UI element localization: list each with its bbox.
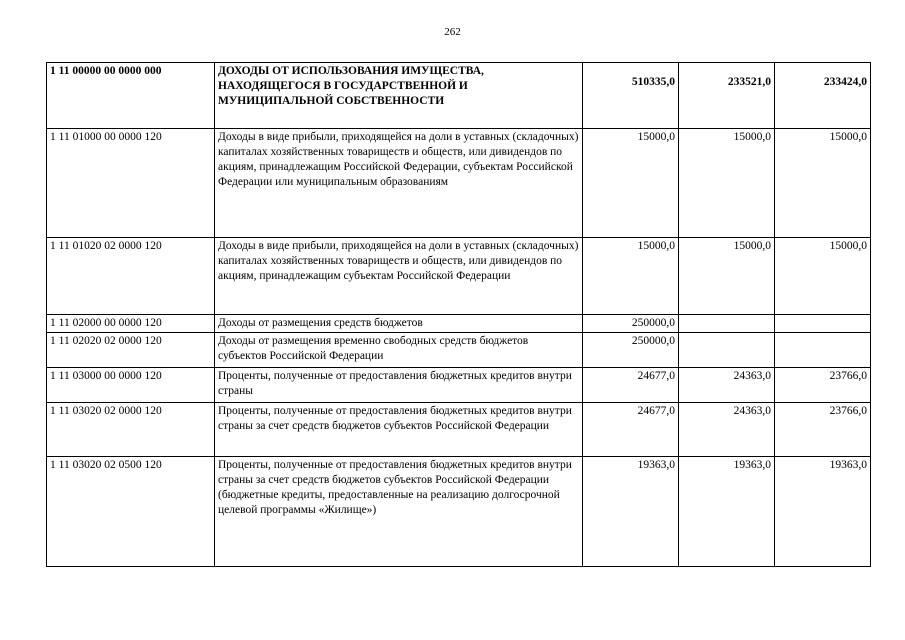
- row-value-1: 15000,0: [583, 238, 679, 315]
- page-number: 262: [444, 26, 461, 38]
- row-name: Доходы в виде прибыли, приходящейся на доли в уставных (складочных) капиталах хозяйственных товариществ и обществ, или дивидендов по акциям, принадлежащим субъектам Российской Федерации: [215, 238, 583, 315]
- row-value-2: [679, 333, 775, 368]
- row-value-2: [679, 315, 775, 333]
- table-row: [47, 63, 871, 129]
- row-value-1: 15000,0: [583, 129, 679, 238]
- row-code: 1 11 02000 00 0000 120: [47, 315, 215, 333]
- row-value-3: 19363,0: [775, 457, 871, 567]
- row-code: 1 11 02020 02 0000 120: [47, 333, 215, 368]
- row-code: 1 11 03000 00 0000 120: [47, 368, 215, 403]
- row-name: Проценты, полученные от предоставления бюджетных кредитов внутри страны за счет средств бюджетов субъектов Российской Федерации: [215, 403, 583, 457]
- row-value-3: 15000,0: [775, 129, 871, 238]
- row-value-3: [775, 333, 871, 368]
- row-value-1: 510335,0: [583, 63, 679, 129]
- table-row: [47, 457, 871, 567]
- row-name: ДОХОДЫ ОТ ИСПОЛЬЗОВАНИЯ ИМУЩЕСТВА, НАХОДЯЩЕГОСЯ В ГОСУДАРСТВЕННОЙ И МУНИЦИПАЛЬНОЙ СОБСТВЕННОСТИ: [215, 63, 583, 129]
- row-value-3: 23766,0: [775, 368, 871, 403]
- row-value-3: 233424,0: [775, 63, 871, 129]
- row-value-1: 19363,0: [583, 457, 679, 567]
- row-value-1: 250000,0: [583, 315, 679, 333]
- row-value-3: 23766,0: [775, 403, 871, 457]
- table-row: [47, 333, 871, 368]
- budget-table: [46, 62, 871, 567]
- row-value-1: 24677,0: [583, 403, 679, 457]
- row-name: Проценты, полученные от предоставления бюджетных кредитов внутри страны: [215, 368, 583, 403]
- table-row: [47, 368, 871, 403]
- row-code: 1 11 01000 00 0000 120: [47, 129, 215, 238]
- table-row: [47, 129, 871, 238]
- row-value-1: 24677,0: [583, 368, 679, 403]
- row-code: 1 11 00000 00 0000 000: [47, 63, 215, 129]
- table-row: [47, 315, 871, 333]
- row-value-1: 250000,0: [583, 333, 679, 368]
- row-value-3: [775, 315, 871, 333]
- row-value-2: 15000,0: [679, 238, 775, 315]
- row-name: Доходы в виде прибыли, приходящейся на доли в уставных (складочных) капиталах хозяйственных товариществ и обществ, или дивидендов по акциям, принадлежащим Российской Федерации, субъектам Российской Федерации или муниципальным образованиям: [215, 129, 583, 238]
- row-name: Проценты, полученные от предоставления бюджетных кредитов внутри страны за счет средств бюджетов субъектов Российской Федерации (бюджетные кредиты, предоставленные на реализацию долгосрочной целевой программы «Жилище»): [215, 457, 583, 567]
- row-name: Доходы от размещения средств бюджетов: [215, 315, 583, 333]
- row-value-2: 24363,0: [679, 368, 775, 403]
- row-code: 1 11 03020 02 0000 120: [47, 403, 215, 457]
- row-value-3: 15000,0: [775, 238, 871, 315]
- row-code: 1 11 01020 02 0000 120: [47, 238, 215, 315]
- row-value-2: 233521,0: [679, 63, 775, 129]
- row-name: Доходы от размещения временно свободных средств бюджетов субъектов Российской Федерации: [215, 333, 583, 368]
- row-value-2: 24363,0: [679, 403, 775, 457]
- table-row: [47, 238, 871, 315]
- row-code: 1 11 03020 02 0500 120: [47, 457, 215, 567]
- table-row: [47, 403, 871, 457]
- row-value-2: 15000,0: [679, 129, 775, 238]
- row-value-2: 19363,0: [679, 457, 775, 567]
